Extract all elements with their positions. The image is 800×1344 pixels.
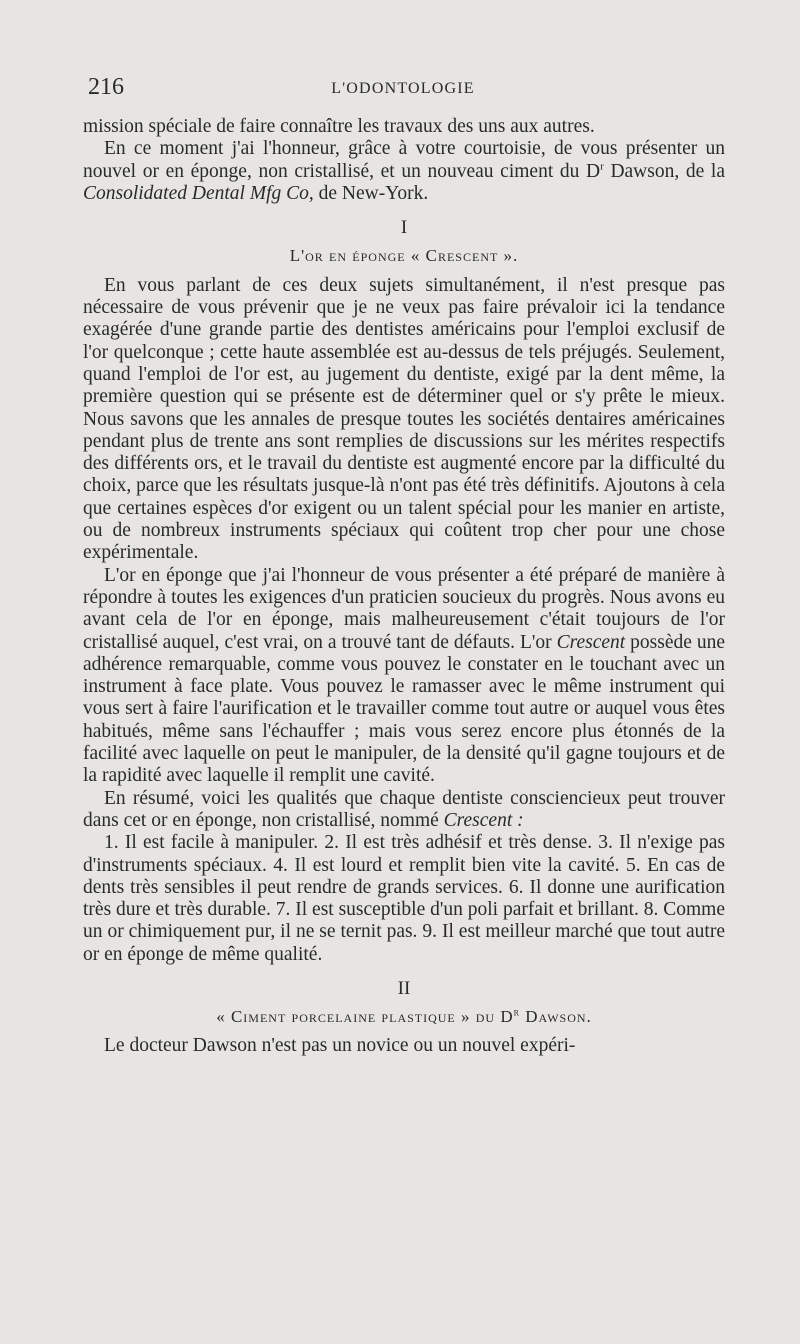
product-name: Crescent	[556, 631, 626, 653]
text-run: En ce moment j'ai l'honneur, grâce à votre courtoisie, de vous présenter un nouvel or en éponge, non cristallisé, et un nouveau ciment du D	[83, 138, 725, 182]
text-run: possède une adhérence remarquable, comme vous pouvez le constater en le touchant avec un instrument à face plate. Vous pouvez le ramasser avec le même instrument qui vous sert à faire l'aurification et le travailler comme tout autre or auquel vous êtes habitués, même sans l'échauffer ; mais vous serez encore plus étonnés de la facilité avec laquelle on peut le manipuler, de la densité qu'il gagne toujours et de la rapidité avec laquelle il remplit une cavité.	[83, 631, 725, 787]
paragraph-qualities-list: 1. Il est facile à manipuler. 2. Il est très adhésif et très dense. 3. Il n'exige pas d'instruments spéciaux. 4. Il est lourd et remplit bien vite la cavité. 5. En cas de dents très sensibles il peut rendre de grands services. 6. Il donne une aurification très dure et très durable. 7. Il est susceptible d'un poli parfait et brillant. 8. Comme un or chimiquement pur, il ne se ternit pas. 9. Il est meilleur marché que tout autre or en éponge de même qualité.	[83, 832, 725, 965]
page-number: 216	[88, 74, 124, 100]
paragraph	[83, 788, 725, 833]
text-run: « Ciment porcelaine plastique » du D	[216, 1007, 514, 1027]
company-name: Consolidated Dental Mfg Co	[83, 182, 309, 204]
paragraph-intro	[83, 138, 725, 205]
paragraph: Le docteur Dawson n'est pas un novice ou un nouvel expéri-	[104, 1034, 576, 1056]
section-numeral-2: II	[397, 977, 411, 999]
section-title-2	[83, 1006, 725, 1028]
superscript: r	[600, 160, 604, 173]
paragraph-continuation: mission spéciale de faire connaître les travaux des uns aux autres.	[83, 116, 595, 137]
superscript: r	[513, 1006, 520, 1019]
paragraph: En vous parlant de ces deux sujets simultanément, il n'est presque pas nécessaire de vous prévenir que je ne veux pas faire prévaloir ici la tendance exagérée d'une grande partie des dentistes américains pour l'emploi exclusif de l'or quelconque ; cette haute assemblée est au-dessus de tels préjugés. Seulement, quand l'emploi de l'or est, au jugement du dentiste, exigé par la dent même, la première question qui se présente est de déterminer quel or s'y prête le mieux. Nous savons que les annales de presque toutes les sociétés dentaires américaines pendant plus de trente ans sont remplies de discussions sur les mérites respectifs des différents ors, et le travail du dentiste est augmenté encore par la difficulté du choix, parce que les résultats jusque-là n'ont pas été très définitifs. Ajoutons à cela que certaines espèces d'or exigent ou un talent spécial pour les manier en artiste, ou de nombreux instruments spéciaux qui coûtent trop cher pour une chose expérimentale.	[83, 274, 725, 564]
section-numeral-1: I	[400, 217, 408, 239]
text-run: , de New-York.	[308, 182, 429, 204]
running-head: L'ODONTOLOGIE	[331, 80, 475, 97]
text-run: Dawson.	[519, 1007, 592, 1027]
text-run: L'or en éponge que j'ai l'honneur de vous présenter a été préparé de manière à répondre à toutes les exigences d'un praticien soucieux du progrès. Nous avons eu avant cela de l'or en éponge, mais malheureusement c'était toujours de l'or cristallisé auquel, c'est vrai, on a trouvé tant de défauts. L'or	[83, 564, 725, 653]
product-name: Crescent :	[443, 809, 524, 831]
section-title-1: L'or en éponge « Crescent ».	[289, 246, 519, 266]
page-header	[88, 74, 718, 108]
paragraph	[83, 565, 725, 788]
text-run: Dawson, de la	[603, 160, 725, 182]
page-body	[83, 116, 725, 1057]
text-run: En résumé, voici les qualités que chaque dentiste consciencieux peut trouver dans cet or en éponge, non cristallisé, nommé	[83, 787, 725, 831]
